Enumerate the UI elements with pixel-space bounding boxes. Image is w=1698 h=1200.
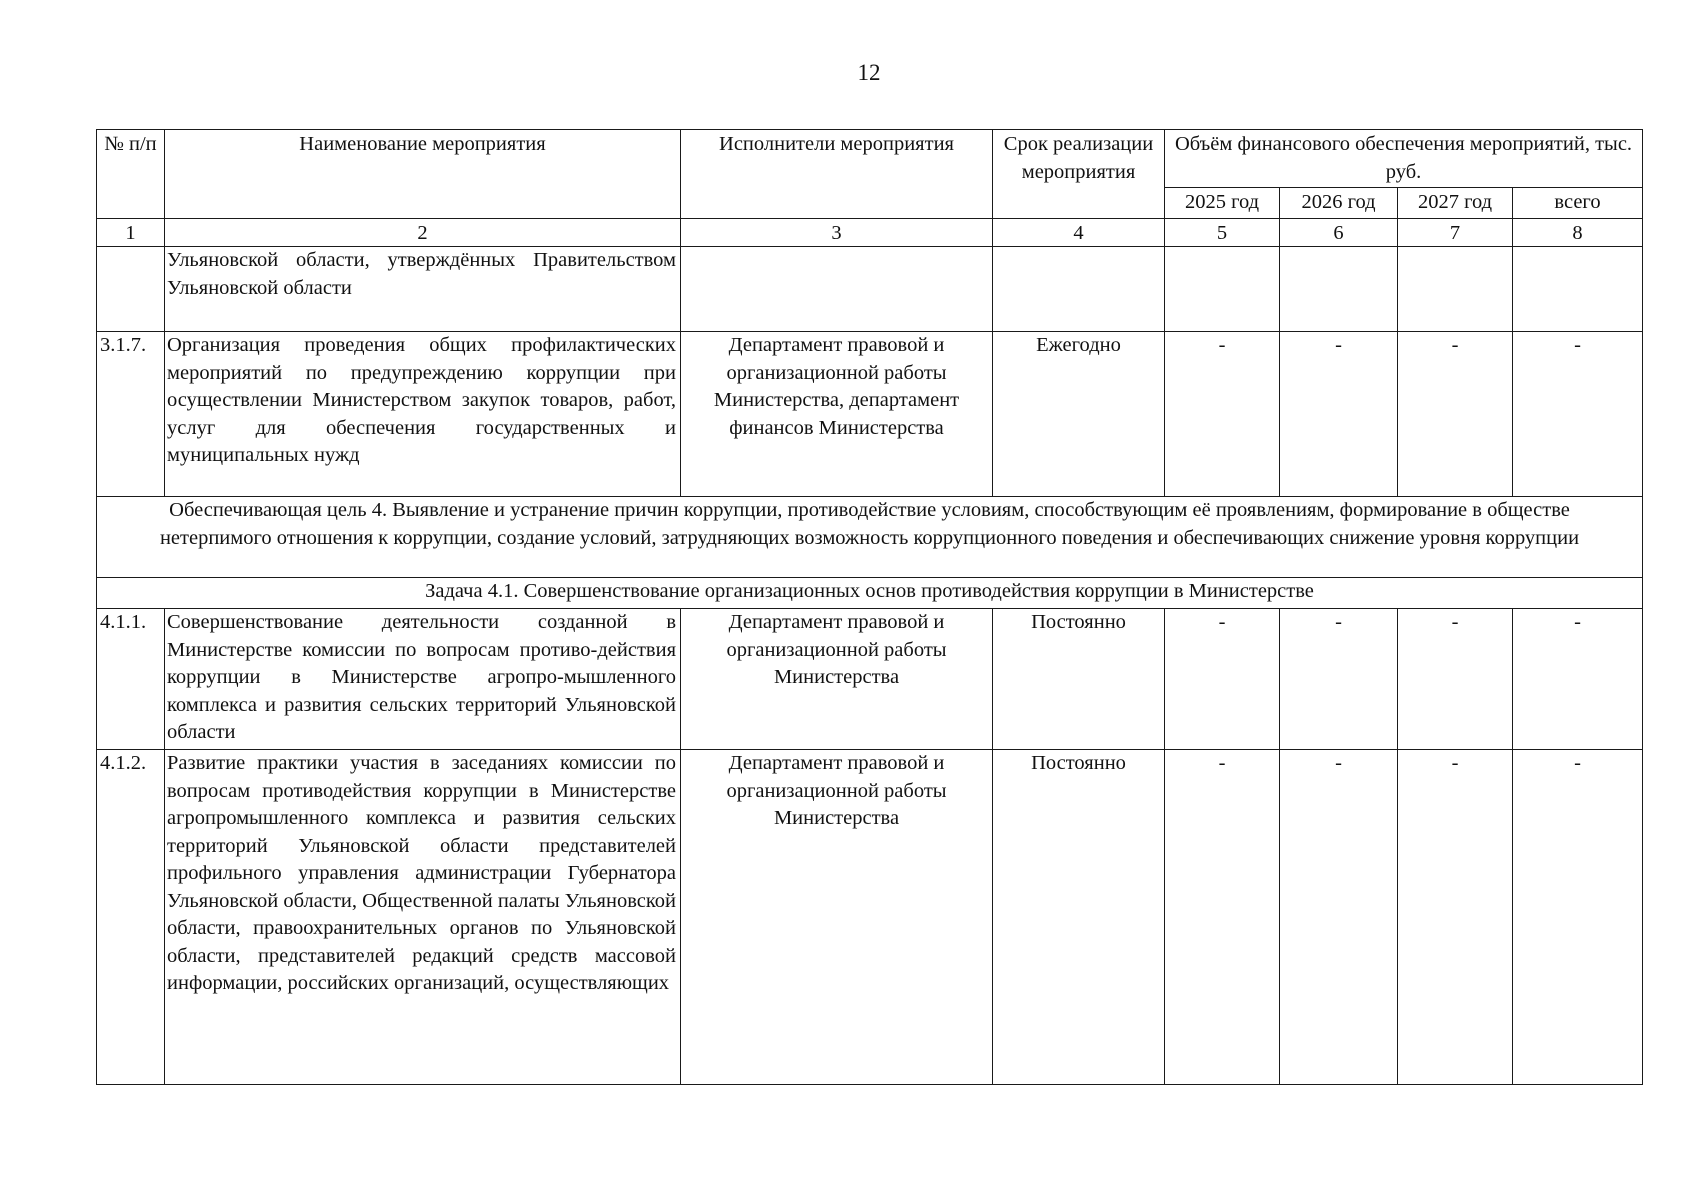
- row-value-2025: -: [1165, 750, 1280, 1085]
- row-value-2026: -: [1280, 609, 1398, 750]
- table-row: [97, 750, 1643, 1085]
- row-value-total: [1513, 247, 1643, 332]
- action-plan-table: [96, 129, 1643, 1085]
- row-term: [993, 247, 1165, 332]
- row-value-2027: [1398, 247, 1513, 332]
- row-value-2025: -: [1165, 332, 1280, 497]
- header-year-2027: 2027 год: [1398, 187, 1513, 218]
- column-number: 2: [165, 219, 681, 247]
- header-number: № п/п: [97, 130, 165, 219]
- row-value-2026: -: [1280, 332, 1398, 497]
- row-executors: Департамент правовой и организационной работы Министерства: [681, 609, 993, 750]
- table-row: [97, 332, 1643, 497]
- column-number: 1: [97, 219, 165, 247]
- row-name: Развитие практики участия в заседаниях комиссии по вопросам противодействия коррупции в Министерстве агропромышленного комплекса и развития сельских территорий Ульяновской области представителей профильного управления администрации Губернатора Ульяновской области, Общественной палаты Ульяновской области, правоохранительных органов по Ульяновской области, представителей редакций средств массовой информации, российских организаций, осуществляющих: [165, 750, 681, 1085]
- row-value-2027: -: [1398, 609, 1513, 750]
- row-value-2025: [1165, 247, 1280, 332]
- row-value-2026: -: [1280, 750, 1398, 1085]
- header-year-2026: 2026 год: [1280, 187, 1398, 218]
- header-finance: Объём финансового обеспечения мероприятий, тыс. руб.: [1165, 130, 1643, 188]
- header-name: Наименование мероприятия: [165, 130, 681, 219]
- table-row: [97, 247, 1643, 332]
- header-row: [97, 130, 1643, 188]
- task-row: [97, 578, 1643, 609]
- row-number: 4.1.1.: [97, 609, 165, 750]
- row-term: Постоянно: [993, 750, 1165, 1085]
- row-value-2027: -: [1398, 332, 1513, 497]
- column-number: 8: [1513, 219, 1643, 247]
- column-number: 3: [681, 219, 993, 247]
- row-value-total: -: [1513, 332, 1643, 497]
- goal-row: [97, 497, 1643, 578]
- row-number: [97, 247, 165, 332]
- row-executors: [681, 247, 993, 332]
- row-value-total: -: [1513, 750, 1643, 1085]
- column-number: 4: [993, 219, 1165, 247]
- row-term: Постоянно: [993, 609, 1165, 750]
- row-value-2027: -: [1398, 750, 1513, 1085]
- column-number: 7: [1398, 219, 1513, 247]
- row-executors: Департамент правовой и организационной работы Министерства: [681, 750, 993, 1085]
- row-number: 4.1.2.: [97, 750, 165, 1085]
- column-number: 6: [1280, 219, 1398, 247]
- header-year-2025: 2025 год: [1165, 187, 1280, 218]
- page-number: 12: [857, 60, 881, 85]
- task-4-1-title: Задача 4.1. Совершенствование организационных основ противодействия коррупции в Министерстве: [97, 578, 1643, 609]
- row-value-2026: [1280, 247, 1398, 332]
- table-row: [97, 609, 1643, 750]
- goal-4-title: Обеспечивающая цель 4. Выявление и устранение причин коррупции, противодействие условиям, способствующим её проявлениям, формирование в обществе нетерпимого отношения к коррупции, создание условий, затрудняющих возможность коррупционного поведения и обеспечивающих снижение уровня коррупции: [97, 497, 1643, 578]
- row-name: Совершенствование деятельности созданной в Министерстве комиссии по вопросам противо-действия коррупции в Министерстве агропро-мышленного комплекса и развития сельских территорий Ульяновской области: [165, 609, 681, 750]
- row-name: Организация проведения общих профилактических мероприятий по предупреждению коррупции при осуществлении Министерством закупок товаров, работ, услуг для обеспечения государственных и муниципальных нужд: [165, 332, 681, 497]
- row-executors: Департамент правовой и организационной работы Министерства, департамент финансов Министерства: [681, 332, 993, 497]
- row-number: 3.1.7.: [97, 332, 165, 497]
- column-numbers-row: [97, 219, 1643, 247]
- row-value-2025: -: [1165, 609, 1280, 750]
- header-term: Срок реализации мероприятия: [993, 130, 1165, 219]
- row-name: Ульяновской области, утверждённых Правительством Ульяновской области: [165, 247, 681, 332]
- row-value-total: -: [1513, 609, 1643, 750]
- column-number: 5: [1165, 219, 1280, 247]
- header-total: всего: [1513, 187, 1643, 218]
- header-executors: Исполнители мероприятия: [681, 130, 993, 219]
- row-term: Ежегодно: [993, 332, 1165, 497]
